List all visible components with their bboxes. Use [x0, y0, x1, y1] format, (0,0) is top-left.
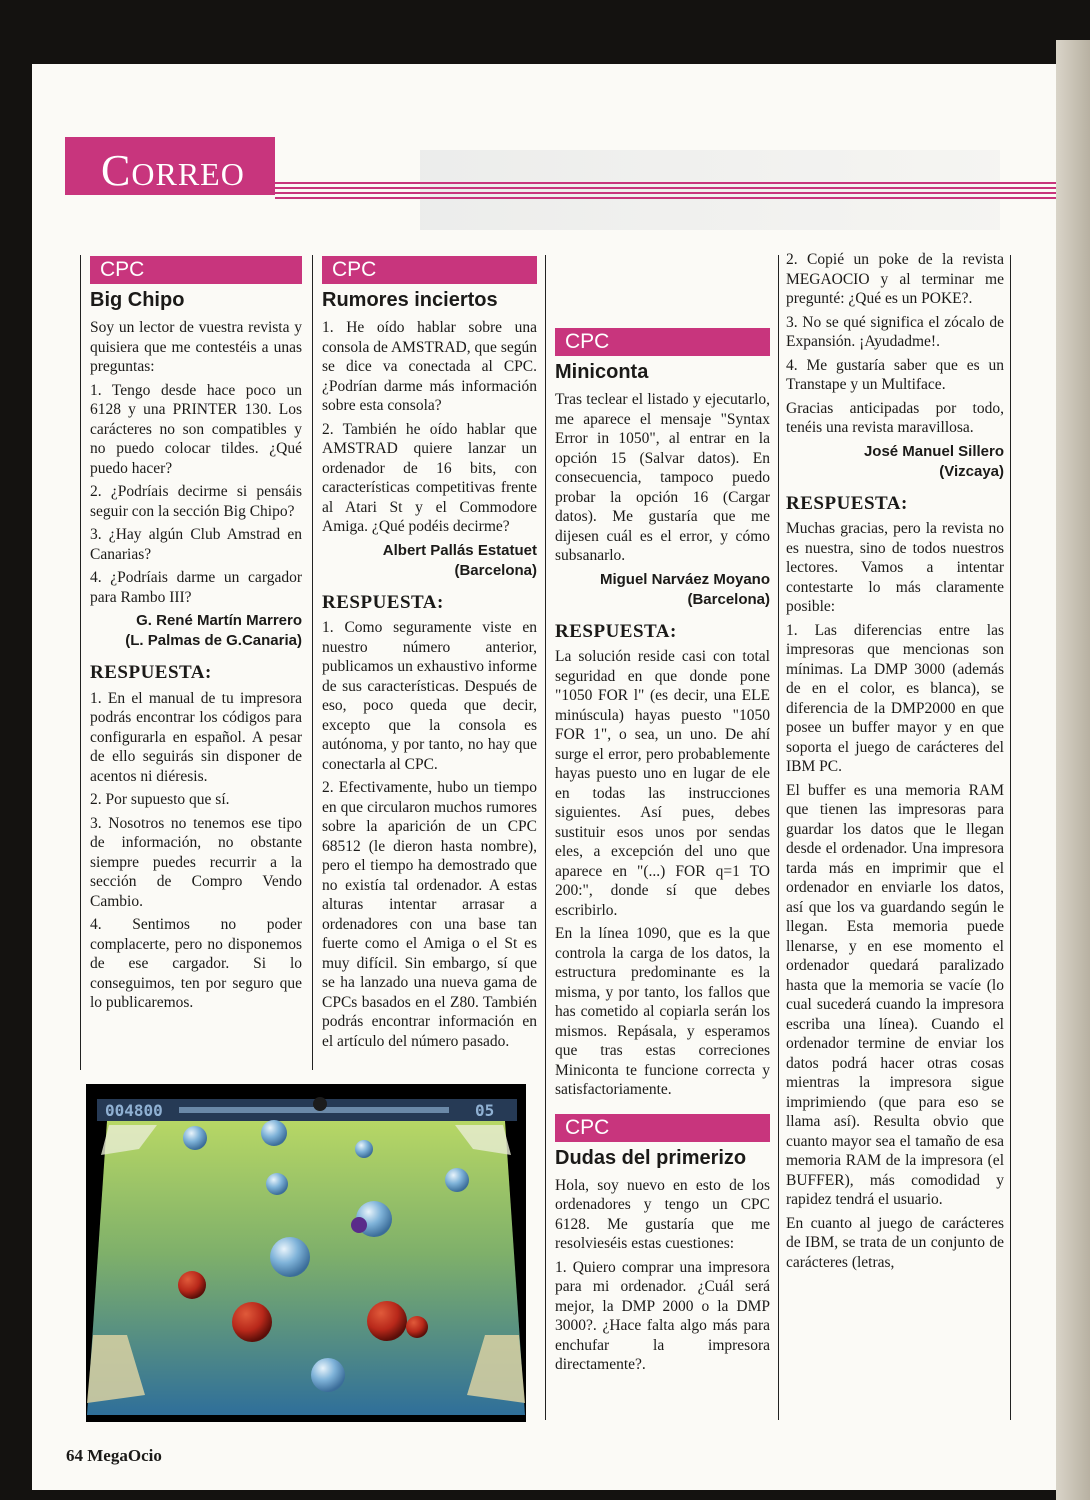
- letter-paragraph: 1. Tengo desde hace poco un 6128 y una PRINTER 130. Los carácteres no son compatibles y no puedo colocar tildes. ¿Qué puedo hacer?: [90, 381, 302, 477]
- ball: [270, 1237, 310, 1277]
- author-place: (L. Palmas de G.Canaria): [125, 632, 302, 649]
- letter-paragraph: 3. ¿Hay algún Club Amstrad en Canarias?: [90, 526, 302, 563]
- lives-readout: 05: [475, 1101, 495, 1120]
- letter-title: Dudas del primerizo: [555, 1146, 747, 1169]
- column-1: [90, 250, 302, 1017]
- column-3: [555, 322, 770, 1379]
- answer-heading: RESPUESTA:: [322, 591, 444, 613]
- author-place: (Barcelona): [454, 561, 537, 579]
- ball: [261, 1120, 287, 1146]
- letter-paragraph: 1. He oído hablar sobre una consola de AMSTRAD, que según se dice va conectada al CPC. ¿Podrían darme más información sobre esta consola?: [322, 319, 537, 414]
- ball: [183, 1126, 207, 1150]
- section-header: [65, 137, 275, 195]
- signature: [90, 611, 302, 651]
- letter-paragraph: 1. Quiero comprar una impresora para mi ordenador. ¿Cuál será mejor, la DMP 2000 o la DMP 3000?. ¿Hace falta algo más para enchufar la impresora directamente?.: [555, 1258, 770, 1373]
- column-rule: [545, 255, 546, 1420]
- answer-paragraph: 2. Efectivamente, hubo un tiempo en que circularon muchos rumores sobre la aparición de un CPC 68512 (le dieron hasta nombre), pero el tiempo ha demostrado que no existía tal ordenador. A estas alturas intentar arrasar a ordenadores con una base tan fuerte como el Amiga o el St es muy difícil. Sin embargo, sí que se ha lanzado una nueva gama de CPCs basados en el Z80. También podrás encontrar información en el artículo del número pasado.: [322, 779, 537, 1050]
- letter-paragraph: Soy un lector de vuestra revista y quisiera que me contestéis a unas preguntas:: [90, 319, 302, 375]
- answer-paragraph: En la línea 1090, que es la que controla la carga de los datos, la estructura predominante es la misma, y por tanto, los fallos que has cometido al copiarla serán los mismos. Repásala, y esperamos que tras estas correciones Miniconta te funcione correcta y satisfactoriamente.: [555, 925, 770, 1098]
- author-name: Miguel Narváez Moyano: [599, 570, 770, 588]
- column-rule: [80, 255, 81, 1070]
- letter-paragraph: Tras teclear el listado y ejecutarlo, me aparece el mensaje "Syntax Error in 1050", al entrar en la opción 15 (Salvar datos). En consecuencia, tampoco puedo probar la opción 16 (Cargar datos). Me gustaría que me dijesen cuál es el error, y cómo subsanarlo.: [555, 391, 770, 564]
- page-number: 64 MegaOcio: [66, 1446, 162, 1465]
- answer-paragraph: 1. Como seguramente viste en nuestro número anterior, publicamos un exhaustivo informe de sus características. Después de eso, poco queda que decir, excepto que la consola es autónoma, y por tanto, no hay que conectarla al CPC.: [322, 619, 537, 773]
- answer-paragraph: En cuanto al juego de carácteres de IBM, se trata de un conjunto de carácteres (letras,: [786, 1214, 1004, 1271]
- game-screenshot: [86, 1084, 526, 1422]
- letter-paragraph: 2. Copié un poke de la revista MEGAOCIO y al terminar me pregunté: ¿Qué es un POKE?.: [786, 251, 1004, 307]
- ball: [178, 1271, 206, 1299]
- next-page-edge: [1056, 40, 1090, 1500]
- answer-paragraph: 1. Las diferencias entre las impresoras que mencionas son mínimas. La DMP 3000 (además de en el color, es blanca), se diferencia de la DMP2000 en que posee un buffer mayor y en que soporta el juego de carácteres del IBM PC.: [786, 621, 1004, 775]
- author-name: Albert Pallás Estatuet: [382, 541, 537, 559]
- answer-paragraph: El buffer es una memoria RAM que tienen las impresoras para guardar los datos que le llegan desde el ordenador. Una impresora tarda más en imprimir que el ordenador en enviarle los datos, así que los va guardando según le llegan. Esta memoria puede llenarse, y en ese momento el ordenador quedará paralizado hasta que la memoria se vacíe (lo cual sucederá cuando la impresora escriba una línea). Cuando el ordenador termine de enviar los datos podrá hacer otras cosas mientras la impresora sigue imprimiendo (que para eso se llama así). Resulta obvio que cuanto mayor sea el tamaño de esa memoria RAM de la impresora (el BUFFER), más comodidad y rapidez tendrá el usuario.: [786, 781, 1004, 1208]
- answer-paragraph: 2. Por supuesto que sí.: [90, 791, 230, 808]
- letter-paragraph: Gracias anticipadas por todo, tenéis una revista maravillosa.: [786, 399, 1004, 436]
- letter-title: Miniconta: [555, 361, 649, 383]
- section-title: [101, 145, 245, 196]
- ball: [445, 1168, 469, 1192]
- column-2: [322, 250, 537, 1055]
- author-name: José Manuel Sillero: [863, 442, 1004, 460]
- letter-paragraph: Hola, soy nuevo en esto de los ordenadores y tengo un CPC 6128. Me gustaría que me resolvieséis estas cuestiones:: [555, 1176, 770, 1252]
- letter-paragraph: 2. ¿Podríais decirme si pensáis seguir con la sección Big Chipo?: [90, 483, 302, 520]
- energy-bar: [179, 1107, 449, 1113]
- column-rule: [1010, 255, 1011, 1420]
- signature: [555, 570, 770, 610]
- header-rules: [275, 182, 1056, 206]
- top-pocket: [313, 1097, 327, 1111]
- column-rule: [312, 255, 313, 1070]
- platform-tag: CPC: [322, 256, 537, 284]
- platform-tag: CPC: [555, 1114, 770, 1142]
- ball: [355, 1140, 373, 1158]
- author-place: (Vizcaya): [939, 462, 1004, 480]
- letter-paragraph: 4. ¿Podríais darme un cargador para Rambo III?: [90, 569, 302, 606]
- section-title-rest: ORREO: [131, 156, 245, 192]
- ball: [406, 1316, 428, 1338]
- signature: [322, 541, 537, 581]
- ball: [266, 1173, 288, 1195]
- answer-paragraph: 3. Nosotros no tenemos ese tipo de información, no obstante siempre puedes recurrir a la sección de Compro Vendo Cambio.: [90, 814, 302, 910]
- section-initial: C: [101, 146, 132, 195]
- signature: [786, 442, 1004, 482]
- letter-paragraph: 4. Me gustaría saber que es un Transtape y un Multiface.: [786, 356, 1004, 393]
- column-4: [786, 250, 1004, 1276]
- game-screen-art: [87, 1085, 525, 1421]
- answer-paragraph: 1. En el manual de tu impresora podrás encontrar los códigos para configurarla en español. A pesar de ello seguirás sin disponer de acentos ni diéresis.: [90, 689, 302, 785]
- letter-paragraph: 2. También he oído hablar que AMSTRAD quiere lanzar un ordenador de 16 bits, con características competitivas frente al Atari St y el Commodore Amiga. ¿Qué podéis decirme?: [322, 420, 537, 535]
- author-name: G. René Martín Marrero: [136, 612, 302, 629]
- ball: [232, 1302, 272, 1342]
- column-rule: [778, 255, 779, 1420]
- answer-heading: RESPUESTA:: [555, 620, 677, 642]
- platform-tag: CPC: [90, 256, 302, 284]
- ball: [311, 1358, 345, 1392]
- answer-paragraph: 4. Sentimos no poder complacerte, pero no disponemos de ese cargador. Si lo conseguimos, ten por seguro que lo publicaremos.: [90, 916, 302, 1011]
- platform-tag: CPC: [555, 328, 770, 356]
- author-place: (Barcelona): [687, 590, 770, 608]
- letter-title: Big Chipo: [90, 289, 185, 311]
- player-ball: [351, 1217, 367, 1233]
- answer-paragraph: La solución reside casi con total seguridad en que donde pone "1050 FOR l" (es decir, una ELE minúscula) hayas puesto "1050 FOR 1", o sea, un uno. De ahí surge el error, pero probablemente hayas puesto uno en lugar de ele en todas las instrucciones siguientes. Así pues, debes sustituir esos unos por sendas eles, a excepción del uno que aparece en "(...) FOR q=1 TO 200:", donde sí que debes escribirlo.: [555, 648, 770, 919]
- letter-title: Rumores inciertos: [322, 289, 498, 311]
- answer-heading: RESPUESTA:: [90, 662, 212, 683]
- answer-heading: RESPUESTA:: [786, 492, 908, 514]
- ball: [367, 1301, 407, 1341]
- score-readout: 004800: [105, 1101, 163, 1120]
- letter-paragraph: 3. No se qué significa el zócalo de Expansión. ¡Ayudadme!.: [786, 313, 1004, 350]
- answer-paragraph: Muchas gracias, pero la revista no es nuestra, sino de todos nuestros lectores. Vamos a intentar contestarte lo más claramente posible:: [786, 520, 1004, 615]
